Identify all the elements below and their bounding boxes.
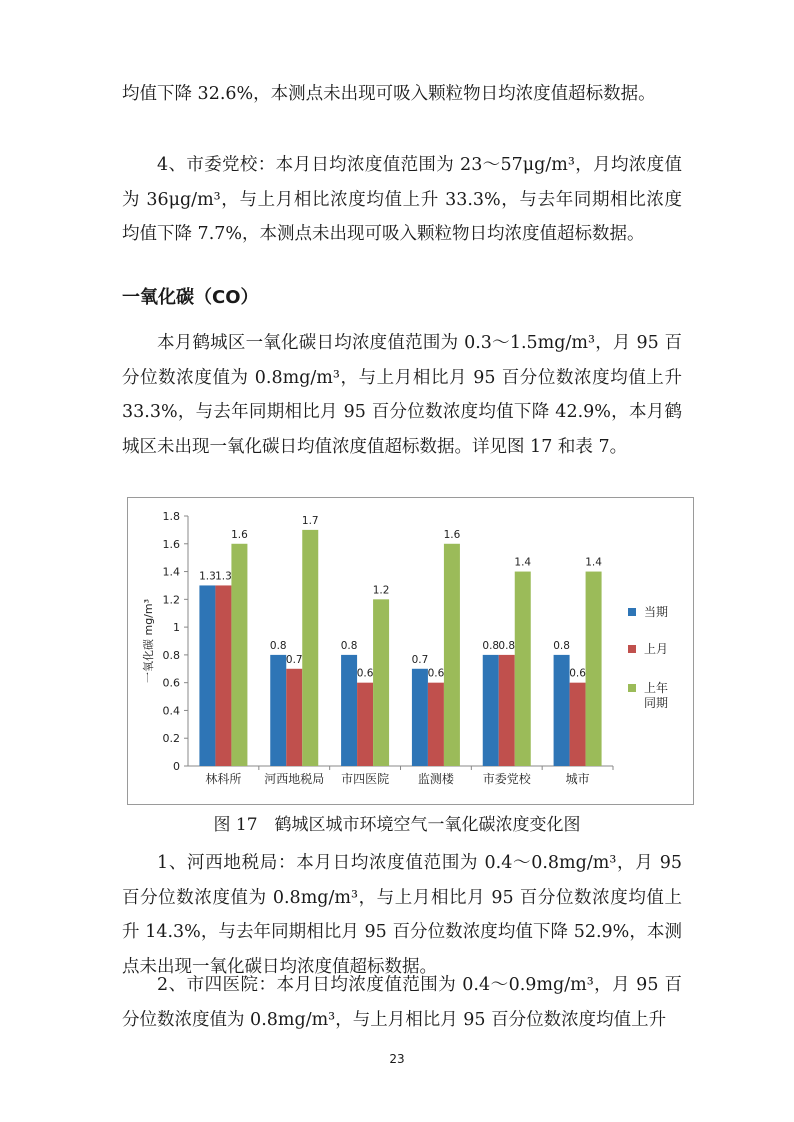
paragraph-pm10-continued: 均值下降 32.6%，本测点未出现可吸入颗粒物日均浓度值超标数据。: [122, 84, 656, 104]
y-axis-title: 一氧化碳 mg/m³: [142, 598, 155, 684]
y-tick-label: 0.6: [162, 676, 180, 690]
section-heading-co: 一氧化碳（CO）: [122, 287, 259, 308]
legend-swatch: [628, 608, 636, 616]
data-label: 0.8: [553, 639, 570, 652]
bar: [357, 683, 373, 766]
x-tick-label: 林科所: [205, 772, 242, 786]
bar: [215, 585, 231, 766]
data-label: 0.8: [482, 639, 500, 652]
bar: [199, 585, 215, 766]
paragraph-party-school: 4、市委党校：本月日均浓度值范围为 23～57μg/m³，月均浓度值为 36μg/m³，与上月相比浓度均值上升 33.3%，与去年同期相比浓度均值下降 7.7%，本测点未出现可吸入颗粒物日均浓度值超标数据。: [122, 155, 682, 244]
bar: [341, 655, 357, 766]
y-tick-label: 1.8: [162, 510, 180, 523]
legend-swatch: [628, 645, 636, 653]
y-tick-label: 0.4: [162, 704, 180, 718]
data-label: 1.6: [443, 528, 461, 541]
bar: [428, 683, 444, 766]
x-tick-label: 市四医院: [341, 772, 390, 786]
chart-svg: [128, 498, 693, 804]
data-label: 0.8: [498, 639, 516, 652]
bar: [586, 572, 602, 766]
bar: [515, 572, 531, 766]
x-tick-label: 监测楼: [417, 772, 454, 786]
data-label: 0.7: [285, 653, 303, 666]
data-label: 0.6: [569, 667, 586, 680]
paragraph-hexi-tax: 1、河西地税局：本月日均浓度值范围为 0.4～0.8mg/m³，月 95 百分位数浓度值为 0.8mg/m³，与上月相比月 95 百分位数浓度均值上升 14.3%，与去年同期相比月 95 百分位数浓度均值下降 52.9%，本测点未出现一氧化碳日均浓度值超标数据。: [122, 853, 682, 977]
figure-caption: 图 17 鹤城区城市环境空气一氧化碳浓度变化图: [213, 815, 581, 835]
bar: [499, 655, 515, 766]
bar: [302, 530, 318, 766]
data-label: 0.6: [356, 667, 374, 680]
bar: [286, 669, 302, 766]
legend-label: 同期: [644, 696, 669, 710]
data-label: 1.4: [514, 556, 532, 569]
bar: [444, 544, 460, 766]
y-tick-label: 1: [173, 621, 180, 635]
x-tick-label: 城市: [565, 772, 590, 786]
bar: [412, 669, 428, 766]
data-label: 0.8: [340, 639, 358, 652]
data-label: 1.3: [199, 570, 216, 583]
y-tick-label: 0.2: [162, 732, 180, 746]
data-label: 0.6: [427, 667, 445, 680]
y-tick-label: 1.2: [162, 593, 180, 607]
data-label: 0.7: [411, 653, 429, 666]
data-label: 1.6: [231, 528, 248, 541]
legend-label: 当期: [644, 605, 669, 619]
bar: [373, 599, 389, 766]
y-tick-label: 0.8: [162, 648, 180, 662]
x-tick-label: 市委党校: [482, 772, 531, 786]
legend-label: 上年: [644, 681, 669, 695]
paragraph-co-summary: 本月鹤城区一氧化碳日均浓度值范围为 0.3～1.5mg/m³，月 95 百分位数浓度值为 0.8mg/m³，与上月相比月 95 百分位数浓度均值上升 33.3%，与去年同期相比月 95 百分位数浓度均值下降 42.9%，本月鹤城区未出现一氧化碳日均值浓度值超标数据。详见图 17 和表 7。: [122, 333, 682, 457]
data-label: 1.4: [585, 556, 602, 569]
bar: [554, 655, 570, 766]
x-tick-label: 河西地税局: [264, 772, 325, 786]
data-label: 1.2: [372, 584, 390, 597]
data-label: 1.7: [301, 514, 319, 527]
bar: [270, 655, 286, 766]
paragraph-fourth-hospital: 2、市四医院：本月日均浓度值范围为 0.4～0.9mg/m³，月 95 百分位数浓度值为 0.8mg/m³，与上月相比月 95 百分位数浓度均值上升: [122, 975, 682, 1030]
y-tick-label: 0: [173, 760, 180, 773]
y-tick-label: 1.4: [162, 565, 180, 579]
legend-label: 上月: [644, 642, 669, 656]
co-bar-chart: [127, 497, 694, 805]
bar: [483, 655, 499, 766]
bar: [570, 683, 586, 766]
data-label: 1.3: [215, 570, 232, 583]
legend-swatch: [628, 684, 636, 692]
data-label: 0.8: [269, 639, 287, 652]
bar: [231, 544, 247, 766]
y-tick-label: 1.6: [162, 537, 180, 551]
page-number: 23: [389, 1052, 405, 1066]
